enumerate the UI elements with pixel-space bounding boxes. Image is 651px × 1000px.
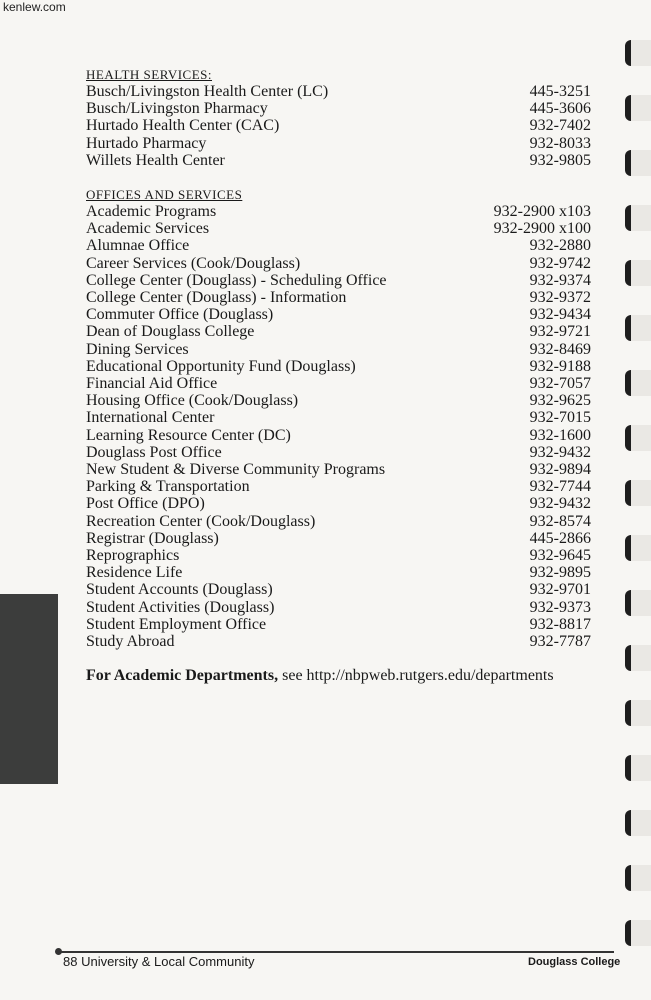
spiral-coil bbox=[625, 535, 651, 561]
directory-row bbox=[86, 203, 591, 220]
directory-row bbox=[86, 306, 591, 323]
spiral-coil bbox=[625, 865, 651, 891]
offices-list bbox=[86, 203, 591, 650]
directory-row bbox=[86, 616, 591, 633]
entry-name: Commuter Office (Douglass) bbox=[86, 306, 274, 324]
spiral-coil bbox=[625, 370, 651, 396]
spiral-coil bbox=[625, 920, 651, 946]
entry-name: College Center (Douglass) - Scheduling Office bbox=[86, 271, 387, 289]
spiral-coil bbox=[625, 205, 651, 231]
entry-phone: 932-9374 bbox=[529, 271, 591, 289]
footer-college-label: Douglass College bbox=[528, 956, 621, 968]
directory-row bbox=[86, 427, 591, 444]
entry-phone: 932-9742 bbox=[529, 254, 591, 272]
entry-name: Student Activities (Douglass) bbox=[86, 598, 275, 616]
entry-name: Recreation Center (Cook/Douglass) bbox=[86, 512, 316, 530]
spiral-coil bbox=[625, 425, 651, 451]
entry-name: International Center bbox=[86, 409, 215, 427]
entry-name: Registrar (Douglass) bbox=[86, 529, 219, 547]
entry-name: Academic Services bbox=[86, 220, 210, 238]
entry-phone: 932-9432 bbox=[529, 443, 591, 461]
entry-phone: 932-8469 bbox=[529, 340, 591, 358]
entry-name: Residence Life bbox=[86, 564, 183, 582]
directory-row bbox=[86, 152, 591, 169]
entry-phone: 932-9188 bbox=[529, 357, 591, 375]
directory-row bbox=[86, 289, 591, 306]
entry-name: Parking & Transportation bbox=[86, 478, 250, 496]
entry-name: Hurtado Health Center (CAC) bbox=[86, 117, 280, 135]
directory-row bbox=[86, 135, 591, 152]
entry-name: Student Accounts (Douglass) bbox=[86, 581, 273, 599]
entry-name: Academic Programs bbox=[86, 203, 217, 221]
entry-name: Dean of Douglass College bbox=[86, 323, 255, 341]
entry-phone: 932-7402 bbox=[529, 117, 591, 135]
entry-phone: 932-8574 bbox=[529, 512, 591, 530]
entry-name: College Center (Douglass) - Information bbox=[86, 289, 347, 307]
entry-name: Learning Resource Center (DC) bbox=[86, 426, 291, 444]
entry-phone: 932-9721 bbox=[529, 323, 591, 341]
directory-row bbox=[86, 255, 591, 272]
directory-row bbox=[86, 83, 591, 100]
entry-phone: 932-9434 bbox=[529, 306, 591, 324]
entry-name: Student Employment Office bbox=[86, 615, 267, 633]
page-side-tab bbox=[0, 594, 58, 784]
entry-name: Douglass Post Office bbox=[86, 443, 222, 461]
entry-phone: 932-8033 bbox=[529, 134, 591, 152]
directory-row bbox=[86, 581, 591, 598]
entry-phone: 445-2866 bbox=[529, 529, 591, 547]
directory-row bbox=[86, 461, 591, 478]
directory-row bbox=[86, 237, 591, 254]
spiral-coil bbox=[625, 40, 651, 66]
directory-row bbox=[86, 392, 591, 409]
entry-phone: 932-2880 bbox=[529, 237, 591, 255]
spiral-binding bbox=[623, 40, 651, 980]
entry-phone: 932-7787 bbox=[529, 633, 591, 651]
health-list bbox=[86, 83, 591, 169]
directory-row bbox=[86, 495, 591, 512]
spiral-coil bbox=[625, 150, 651, 176]
entry-phone: 932-7057 bbox=[529, 375, 591, 393]
directory-row bbox=[86, 530, 591, 547]
watermark: kenlew.com bbox=[3, 0, 66, 14]
entry-phone: 932-9373 bbox=[529, 598, 591, 616]
directory-row bbox=[86, 513, 591, 530]
academic-departments-note bbox=[86, 667, 554, 685]
entry-name: Busch/Livingston Health Center (LC) bbox=[86, 83, 329, 100]
entry-name: Educational Opportunity Fund (Douglass) bbox=[86, 357, 356, 375]
entry-phone: 932-2900 x100 bbox=[493, 220, 591, 238]
directory-row bbox=[86, 358, 591, 375]
entry-phone: 932-9701 bbox=[529, 581, 591, 599]
directory-row bbox=[86, 547, 591, 564]
entry-name: New Student & Diverse Community Programs bbox=[86, 461, 386, 479]
directory-row bbox=[86, 272, 591, 289]
spiral-coil bbox=[625, 260, 651, 286]
entry-phone: 932-9805 bbox=[529, 151, 591, 169]
entry-phone: 445-3606 bbox=[529, 100, 591, 118]
offices-section-title: OFFICES AND SERVICES bbox=[86, 187, 243, 203]
health-section-title: HEALTH SERVICES: bbox=[86, 67, 213, 82]
entry-name: Housing Office (Cook/Douglass) bbox=[86, 392, 299, 410]
directory-row bbox=[86, 220, 591, 237]
entry-name: Study Abroad bbox=[86, 633, 175, 651]
directory-row bbox=[86, 409, 591, 426]
entry-name: Career Services (Cook/Douglass) bbox=[86, 254, 301, 272]
spiral-coil bbox=[625, 810, 651, 836]
spiral-coil bbox=[625, 755, 651, 781]
entry-phone: 932-7744 bbox=[529, 478, 591, 496]
academic-note-link[interactable]: see http://nbpweb.rutgers.edu/departments bbox=[278, 667, 554, 684]
entry-phone: 932-1600 bbox=[529, 426, 591, 444]
entry-phone: 932-9372 bbox=[529, 289, 591, 307]
spiral-coil bbox=[625, 590, 651, 616]
directory-row bbox=[86, 341, 591, 358]
spiral-coil bbox=[625, 480, 651, 506]
directory-row bbox=[86, 599, 591, 616]
entry-phone: 932-9625 bbox=[529, 392, 591, 410]
entry-name: Post Office (DPO) bbox=[86, 495, 205, 513]
footer-page-label: 88 University & Local Community bbox=[63, 954, 255, 969]
entry-name: Alumnae Office bbox=[86, 237, 190, 255]
entry-name: Dining Services bbox=[86, 340, 189, 358]
directory-row bbox=[86, 478, 591, 495]
entry-name: Willets Health Center bbox=[86, 151, 225, 169]
entry-name: Busch/Livingston Pharmacy bbox=[86, 100, 268, 118]
entry-phone: 932-8817 bbox=[529, 615, 591, 633]
entry-phone: 932-9432 bbox=[529, 495, 591, 513]
spiral-coil bbox=[625, 315, 651, 341]
directory-row bbox=[86, 323, 591, 340]
directory-row bbox=[86, 375, 591, 392]
entry-name: Financial Aid Office bbox=[86, 375, 218, 393]
spiral-coil bbox=[625, 645, 651, 671]
spiral-coil bbox=[625, 95, 651, 121]
footer-rule bbox=[58, 951, 614, 953]
entry-phone: 932-9645 bbox=[529, 547, 591, 565]
entry-name: Hurtado Pharmacy bbox=[86, 134, 207, 152]
directory-content bbox=[86, 66, 591, 650]
spiral-coil bbox=[625, 700, 651, 726]
directory-row bbox=[86, 444, 591, 461]
entry-name: Reprographics bbox=[86, 547, 180, 565]
directory-row bbox=[86, 564, 591, 581]
entry-phone: 932-9895 bbox=[529, 564, 591, 582]
entry-phone: 445-3251 bbox=[529, 83, 591, 100]
directory-row bbox=[86, 117, 591, 134]
academic-note-bold: For Academic Departments, bbox=[86, 667, 279, 684]
entry-phone: 932-9894 bbox=[529, 461, 591, 479]
entry-phone: 932-2900 x103 bbox=[493, 203, 591, 221]
directory-row bbox=[86, 100, 591, 117]
entry-phone: 932-7015 bbox=[529, 409, 591, 427]
directory-row bbox=[86, 633, 591, 650]
